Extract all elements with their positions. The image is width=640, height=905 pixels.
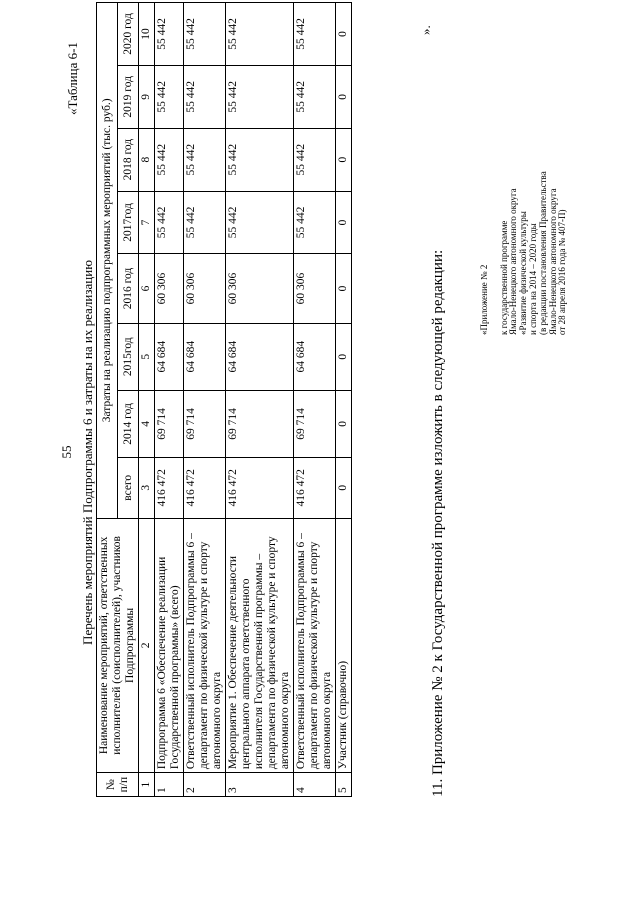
row-value: 60 306 bbox=[184, 254, 226, 323]
row-value: 55 442 bbox=[184, 128, 226, 191]
row-value: 55 442 bbox=[294, 191, 336, 254]
header-cost-group: Затраты на реализацию подпрограммных мероприятий (тыс. руб.) bbox=[97, 3, 118, 519]
row-value: 69 714 bbox=[155, 390, 184, 457]
row-value: 60 306 bbox=[226, 254, 294, 323]
table-reference: «Таблица 6-1 bbox=[65, 42, 80, 115]
header-num: № п/п bbox=[97, 773, 139, 797]
header-row-1 bbox=[97, 3, 118, 797]
table-row bbox=[226, 3, 294, 797]
row-number: 2 bbox=[184, 773, 226, 797]
header-year: 2017год bbox=[118, 191, 139, 254]
header-year: 2018 год bbox=[118, 128, 139, 191]
header-year: 2020 год bbox=[118, 3, 139, 66]
row-value: 416 472 bbox=[226, 457, 294, 518]
row-value: 0 bbox=[336, 323, 352, 390]
row-value: 0 bbox=[336, 191, 352, 254]
column-number-row bbox=[139, 3, 155, 797]
row-value: 55 442 bbox=[226, 128, 294, 191]
row-value: 69 714 bbox=[184, 390, 226, 457]
table-row bbox=[184, 3, 226, 797]
appendix-line: Ямало-Ненецкого автономного округа bbox=[508, 188, 519, 335]
column-number: 3 bbox=[139, 457, 155, 518]
row-value: 55 442 bbox=[294, 65, 336, 128]
row-number: 1 bbox=[155, 773, 184, 797]
row-value: 55 442 bbox=[184, 65, 226, 128]
column-number: 6 bbox=[139, 254, 155, 323]
row-name: Участник (справочно) bbox=[336, 518, 352, 773]
row-value: 0 bbox=[336, 390, 352, 457]
table-row bbox=[336, 3, 352, 797]
row-value: 0 bbox=[336, 3, 352, 66]
table-title: Перечень мероприятий Подпрограммы 6 и затраты на их реализацию bbox=[80, 260, 95, 645]
row-value: 55 442 bbox=[155, 65, 184, 128]
row-number: 5 bbox=[336, 773, 352, 797]
section-heading: 11. Приложение № 2 к Государственной программе изложить в следующей редакции: bbox=[430, 249, 446, 797]
table-body bbox=[155, 3, 352, 797]
appendix-line: Ямало-Ненецкого автономного округа bbox=[547, 188, 558, 335]
row-value: 0 bbox=[336, 128, 352, 191]
row-number: 3 bbox=[226, 773, 294, 797]
column-number: 1 bbox=[139, 773, 155, 797]
expenses-table bbox=[96, 2, 352, 797]
row-value: 0 bbox=[336, 65, 352, 128]
table-row bbox=[155, 3, 184, 797]
closing-quote: ». bbox=[418, 25, 433, 35]
row-name: Ответственный исполнитель Подпрограммы 6 – департамент по физической культуре и спорту автономного округа bbox=[184, 518, 226, 773]
column-number: 7 bbox=[139, 191, 155, 254]
header-year: 2014 год bbox=[118, 390, 139, 457]
row-value: 416 472 bbox=[184, 457, 226, 518]
page-number: 55 bbox=[59, 445, 74, 459]
column-number: 10 bbox=[139, 3, 155, 66]
row-value: 55 442 bbox=[184, 3, 226, 66]
column-number: 9 bbox=[139, 65, 155, 128]
row-value: 0 bbox=[336, 457, 352, 518]
row-value: 69 714 bbox=[226, 390, 294, 457]
row-value: 55 442 bbox=[226, 3, 294, 66]
row-value: 55 442 bbox=[226, 191, 294, 254]
appendix-line: и спорта на 2014 – 2020 годы bbox=[527, 223, 538, 335]
header-year: 2015год bbox=[118, 323, 139, 390]
row-value: 60 306 bbox=[294, 254, 336, 323]
row-value: 416 472 bbox=[294, 457, 336, 518]
row-value: 416 472 bbox=[155, 457, 184, 518]
appendix-line: к государственной программе bbox=[498, 220, 509, 335]
column-number: 8 bbox=[139, 128, 155, 191]
appendix-line: (в редакции постановления Правительства bbox=[537, 171, 548, 335]
row-value: 55 442 bbox=[294, 3, 336, 66]
row-value: 60 306 bbox=[155, 254, 184, 323]
header-year: 2019 год bbox=[118, 65, 139, 128]
header-name: Наименование мероприятий, ответственных исполнителей (соисполнителей), участников Подпрограммы bbox=[97, 518, 139, 773]
appendix-block bbox=[480, 95, 568, 335]
row-value: 64 684 bbox=[184, 323, 226, 390]
row-value: 55 442 bbox=[184, 191, 226, 254]
column-number: 2 bbox=[139, 518, 155, 773]
header-year: 2016 год bbox=[118, 254, 139, 323]
row-number: 4 bbox=[294, 773, 336, 797]
appendix-line: «Приложение № 2 bbox=[479, 264, 489, 335]
row-value: 69 714 bbox=[294, 390, 336, 457]
row-value: 64 684 bbox=[226, 323, 294, 390]
appendix-line: «Развитие физической культуры bbox=[518, 211, 529, 335]
row-value: 0 bbox=[336, 254, 352, 323]
column-number: 4 bbox=[139, 390, 155, 457]
row-value: 55 442 bbox=[226, 65, 294, 128]
table-row bbox=[294, 3, 336, 797]
row-value: 55 442 bbox=[155, 191, 184, 254]
row-value: 64 684 bbox=[155, 323, 184, 390]
row-name: Мероприятие 1. Обеспечение деятельности центрального аппарата ответственного исполнителя Государственной программы – департамента по физической культуре и спорту автономного округа bbox=[226, 518, 294, 773]
row-value: 55 442 bbox=[155, 3, 184, 66]
header-year: всего bbox=[118, 457, 139, 518]
column-number: 5 bbox=[139, 323, 155, 390]
row-value: 55 442 bbox=[294, 128, 336, 191]
appendix-line: от 28 апреля 2016 года № 407-П) bbox=[557, 209, 568, 335]
row-value: 64 684 bbox=[294, 323, 336, 390]
row-name: Ответственный исполнитель Подпрограммы 6 – департамент по физической культуре и спорту автономного округа bbox=[294, 518, 336, 773]
row-name: Подпрограмма 6 «Обеспечение реализации Государственной программы» (всего) bbox=[155, 518, 184, 773]
row-value: 55 442 bbox=[155, 128, 184, 191]
